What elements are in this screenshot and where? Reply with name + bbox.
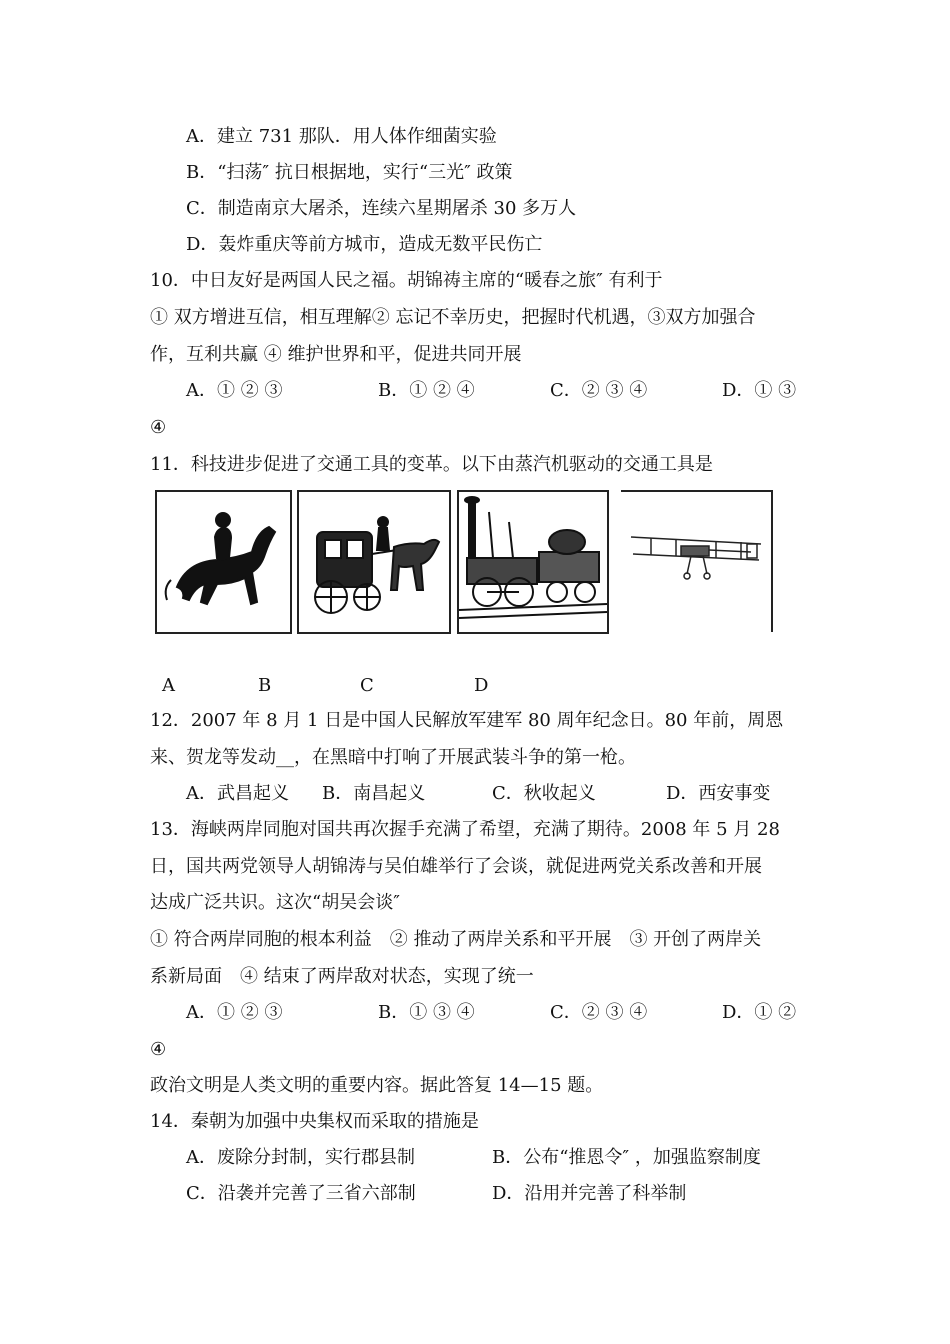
q10-stem: 10．中日友好是两国人民之福。胡锦祷主席的“暖春之旅″ 有利于 <box>150 270 663 291</box>
q10-option-d-wrap: ④ <box>150 417 167 438</box>
steam-locomotive-illustration <box>457 490 609 634</box>
q10-items-line2: 作，互利共赢 ④ 维护世界和平，促进共同开展 <box>150 344 522 365</box>
q14-stem: 14．秦朝为加强中央集权而采取的措施是 <box>150 1111 479 1132</box>
q13-stem-line2: 日，国共两党领导人胡锦涛与吴伯雄举行了会谈，就促进两党关系改善和开展 <box>150 856 762 877</box>
q11-label-d: D <box>474 675 489 696</box>
q14-option-c: C．沿袭并完善了三省六部制 <box>186 1183 416 1204</box>
horse-rider-illustration <box>155 490 292 634</box>
q14-option-d: D．沿用并完善了科举制 <box>492 1183 687 1204</box>
q12-option-c: C．秋收起义 <box>492 783 596 804</box>
q13-option-c: C．② ③ ④ <box>550 1002 648 1023</box>
q13-option-d: D．① ② <box>722 1002 797 1023</box>
q14-option-a: A．废除分封制，实行郡县制 <box>186 1147 415 1168</box>
q10-option-d: D．① ③ <box>722 380 797 401</box>
q13-option-a: A．① ② ③ <box>186 1002 283 1023</box>
q13-stem-line1: 13．海峡两岸同胞对国共再次握手充满了希望，充满了期待。2008 年 5 月 28 <box>150 819 780 840</box>
q11-label-b: B <box>258 675 272 696</box>
section-intro: 政治文明是人类文明的重要内容。据此答复 14—15 题。 <box>150 1075 604 1096</box>
q12-stem-line2: 来、贺龙等发动__，在黑暗中打响了开展武装斗争的第一枪。 <box>150 747 636 768</box>
q10-option-b: B．① ② ④ <box>378 380 475 401</box>
q13-option-d-wrap: ④ <box>150 1039 167 1060</box>
q11-label-a: A <box>162 675 175 696</box>
biplane-illustration <box>621 490 773 632</box>
q12-option-b: B．南昌起义 <box>322 783 426 804</box>
q9-option-b: B．“扫荡″ 抗日根据地，实行“三光″ 政策 <box>186 162 513 183</box>
q9-option-c: C．制造南京大屠杀，连续六星期屠杀 30 多万人 <box>186 198 577 219</box>
q14-option-b: B．公布“推恩令″ ，加强监察制度 <box>492 1147 761 1168</box>
q12-option-d: D．西安事变 <box>666 783 771 804</box>
q11-stem: 11．科技进步促进了交通工具的变革。以下由蒸汽机驱动的交通工具是 <box>150 454 713 475</box>
q11-label-c: C <box>360 675 374 696</box>
q10-items-line1: ① 双方增进互信，相互理解② 忘记不幸历史，把握时代机遇，③双方加强合 <box>150 307 756 328</box>
q9-option-d: D．轰炸重庆等前方城市，造成无数平民伤亡 <box>186 234 543 255</box>
q12-stem-line1: 12．2007 年 8 月 1 日是中国人民解放军建军 80 周年纪念日。80 年前，周恩 <box>150 710 784 731</box>
q12-option-a: A．武昌起义 <box>186 783 289 804</box>
q13-items-line1: ① 符合两岸同胞的根本利益 ② 推动了两岸关系和平开展 ③ 开创了两岸关 <box>150 929 762 950</box>
q13-items-line2: 系新局面 ④ 结束了两岸敌对状态，实现了统一 <box>150 966 534 987</box>
q9-option-a: A．建立 731 那队．用人体作细菌实验 <box>186 126 497 147</box>
q10-option-a: A．① ② ③ <box>186 380 283 401</box>
q13-option-b: B．① ③ ④ <box>378 1002 475 1023</box>
horse-carriage-illustration <box>297 490 451 634</box>
q13-stem-line3: 达成广泛共识。这次“胡吴会谈″ <box>150 892 400 913</box>
q10-option-c: C．② ③ ④ <box>550 380 648 401</box>
